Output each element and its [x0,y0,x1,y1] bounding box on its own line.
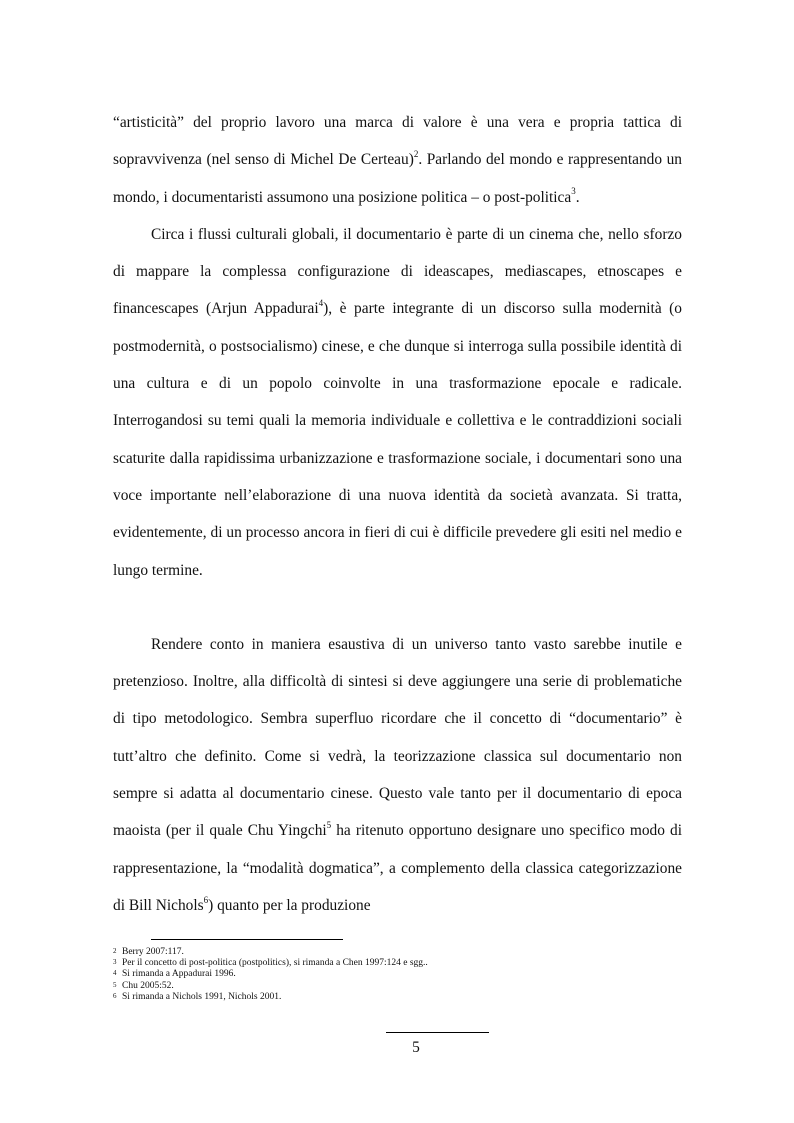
footnote-number: 4 [113,969,117,978]
footnotes [113,947,673,1003]
footnote-2 [113,947,673,958]
paragraph-gap [113,589,682,626]
paragraph-1-text-b: . Parlando del mondo e rappresentando un mondo, i documentaristi assumono una posizione politica – o post-politica [113,151,682,206]
footnote-number: 2 [113,947,117,955]
page-number: 5 [412,1039,420,1056]
footnote-text: Si rimanda a Appadurai 1996. [122,969,236,980]
paragraph-2-text-a: Circa i flussi culturali globali, il documentario è parte di un cinema che, nello sforzo di mappare la complessa configurazione di ideascapes, mediascapes, etnoscapes e financescapes (Arjun Appadurai [113,225,682,318]
footnote-4 [113,969,673,980]
paragraph-1 [113,104,682,216]
footnote-6 [113,992,673,1003]
footnote-separator [151,939,343,940]
footnote-ref-4: 4 [318,298,324,309]
body-text [113,104,682,924]
footnote-number: 6 [113,991,117,1000]
footnote-text: Chu 2005:52. [122,980,174,991]
paragraph-2 [113,216,682,589]
footnote-ref-6: 6 [203,894,209,905]
footnote-text: Per il concetto di post-politica (postpolitics), si rimanda a Chen 1997:124 e sgg.. [122,958,428,969]
footnote-ref-2: 2 [413,149,419,160]
footnote-text: Berry 2007:117. [122,947,184,957]
footnote-3 [113,958,673,969]
footnote-number: 5 [113,980,117,989]
paragraph-1-text-c: . [575,188,580,206]
paragraph-3-text-c: ) quanto per la produzione [208,896,371,914]
paragraph-2-text-b: ), è parte integrante di un discorso sulla modernità (o postmodernità, o postsocialismo) cinese, e che dunque si interroga sulla possibile identità di una cultura e di un popolo coinvolte in una trasformazione epocale e radicale. Interrogandosi su temi quali la memoria individuale e collettiva e le contraddizioni sociali scaturite dalla rapidissima urbanizzazione e trasformazione sociale, i documentari sono una voce importante nell’elaborazione di una nuova identità da società avanzata. Si tratta, evidentemente, di un processo ancora in fieri di cui è difficile prevedere gli esiti nel medio e lungo termine. [113,300,683,579]
paragraph-3-text-b: ha ritenuto opportuno designare uno specifico modo di rappresentazione, la “modalità dogmatica”, a complemento della classica categorizzazione di Bill Nichols [113,822,682,914]
footnote-ref-3: 3 [571,186,576,197]
footnote-ref-5: 5 [326,820,332,831]
footnote-5 [113,981,673,992]
footnote-number: 3 [113,958,117,967]
paragraph-3-text-a: Rendere conto in maniera esaustiva di un universo tanto vasto sarebbe inutile e pretenzioso. Inoltre, alla difficoltà di sintesi si deve aggiungere una serie di problematiche di tipo metodologico. Sembra superfluo ricordare che il concetto di “documentario” è tutt’altro che definito. Come si vedrà, la teorizzazione classica sul documentario non sempre si adatta al documentario cinese. Questo vale tanto per il documentario di epoca maoista (per il quale Chu Yingchi [113,635,682,840]
paragraph-1-text-a: “artisticità” del proprio lavoro una marca di valore è una vera e propria tattica di sopravvivenza (nel senso di Michel De Certeau) [113,114,682,169]
page-number-rule [386,1032,489,1033]
paragraph-3 [113,626,682,924]
footnote-text: Si rimanda a Nichols 1991, Nichols 2001. [122,991,282,1002]
